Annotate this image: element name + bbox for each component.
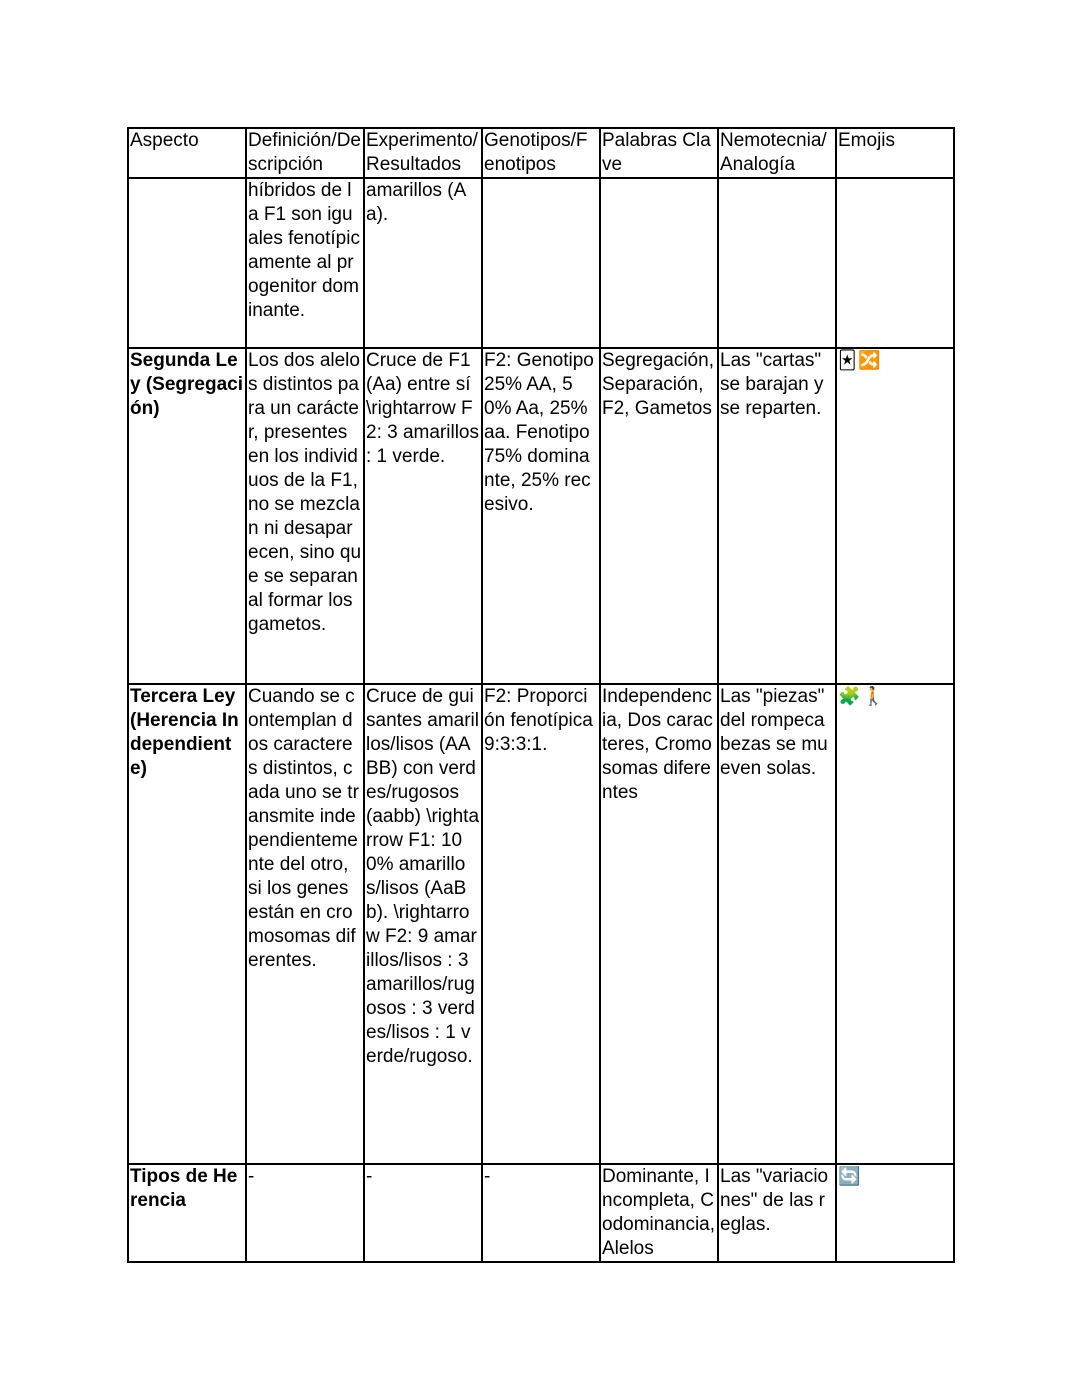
header-emojis: Emojis <box>836 128 954 178</box>
table-row <box>128 178 954 348</box>
cell-genotypes: - <box>482 1164 600 1262</box>
cell-definition: híbridos de la F1 son iguales fenotípicamente al progenitor dominante. <box>246 178 364 348</box>
cell-aspect <box>128 178 246 348</box>
cell-aspect: Tipos de Herencia <box>128 1164 246 1262</box>
cell-genotypes: F2: Proporción fenotípica 9:3:3:1. <box>482 684 600 1164</box>
repeat-arrows-icon: 🔄 <box>838 1166 861 1187</box>
cell-genotypes: F2: Genotipo 25% AA, 50% Aa, 25% aa. Fenotipo 75% dominante, 25% recesivo. <box>482 348 600 684</box>
table-row <box>128 348 954 684</box>
cell-mnemonic: Las "cartas" se barajan y se reparten. <box>718 348 836 684</box>
table-header-row <box>128 128 954 178</box>
cell-experiment: Cruce de guisantes amarillos/lisos (AABB) con verdes/rugosos (aabb) \rightarrow F1: 100% amarillos/lisos (AaBb). \rightarrow F2: 9 amarillos/lisos : 3 amarillos/rugosos : 3 verdes/lisos : 1 verde/rugoso. <box>364 684 482 1164</box>
header-experimento: Experimento/Resultados <box>364 128 482 178</box>
table-row <box>128 684 954 1164</box>
cell-experiment: - <box>364 1164 482 1262</box>
cell-mnemonic <box>718 178 836 348</box>
header-nemotecnia: Nemotecnia/Analogía <box>718 128 836 178</box>
header-definicion: Definición/Descripción <box>246 128 364 178</box>
walking-person-icon: 🚶 <box>862 686 885 707</box>
joker-card-icon: 🃏 <box>838 350 857 371</box>
mendel-laws-table <box>127 127 955 1263</box>
cell-definition: Cuando se contemplan dos caracteres distintos, cada uno se transmite independientemente del otro, si los genes están en cromosomas diferentes. <box>246 684 364 1164</box>
cell-keywords: Independencia, Dos caracteres, Cromosomas diferentes <box>600 684 718 1164</box>
cell-emojis <box>836 348 954 684</box>
cell-definition: Los dos alelos distintos para un carácter, presentes en los individuos de la F1, no se mezclan ni desaparecen, sino que se separan al formar los gametos. <box>246 348 364 684</box>
cell-mnemonic: Las "piezas" del rompecabezas se mueven solas. <box>718 684 836 1164</box>
table-row <box>128 1164 954 1262</box>
cell-genotypes <box>482 178 600 348</box>
header-aspecto: Aspecto <box>128 128 246 178</box>
cell-keywords: Segregación, Separación, F2, Gametos <box>600 348 718 684</box>
puzzle-piece-icon: 🧩 <box>838 686 861 707</box>
cell-emojis <box>836 178 954 348</box>
cell-keywords <box>600 178 718 348</box>
cell-definition: - <box>246 1164 364 1262</box>
cell-experiment: amarillos (Aa). <box>364 178 482 348</box>
cell-aspect: Tercera Ley (Herencia Independiente) <box>128 684 246 1164</box>
cell-emojis <box>836 1164 954 1262</box>
cell-emojis <box>836 684 954 1164</box>
cell-mnemonic: Las "variaciones" de las reglas. <box>718 1164 836 1262</box>
shuffle-icon: 🔀 <box>858 350 881 371</box>
header-palabras-clave: Palabras Clave <box>600 128 718 178</box>
cell-aspect: Segunda Ley (Segregación) <box>128 348 246 684</box>
cell-keywords: Dominante, Incompleta, Codominancia, Alelos <box>600 1164 718 1262</box>
cell-experiment: Cruce de F1 (Aa) entre sí \rightarrow F2: 3 amarillos : 1 verde. <box>364 348 482 684</box>
header-genotipos: Genotipos/Fenotipos <box>482 128 600 178</box>
document-page <box>127 127 955 1263</box>
